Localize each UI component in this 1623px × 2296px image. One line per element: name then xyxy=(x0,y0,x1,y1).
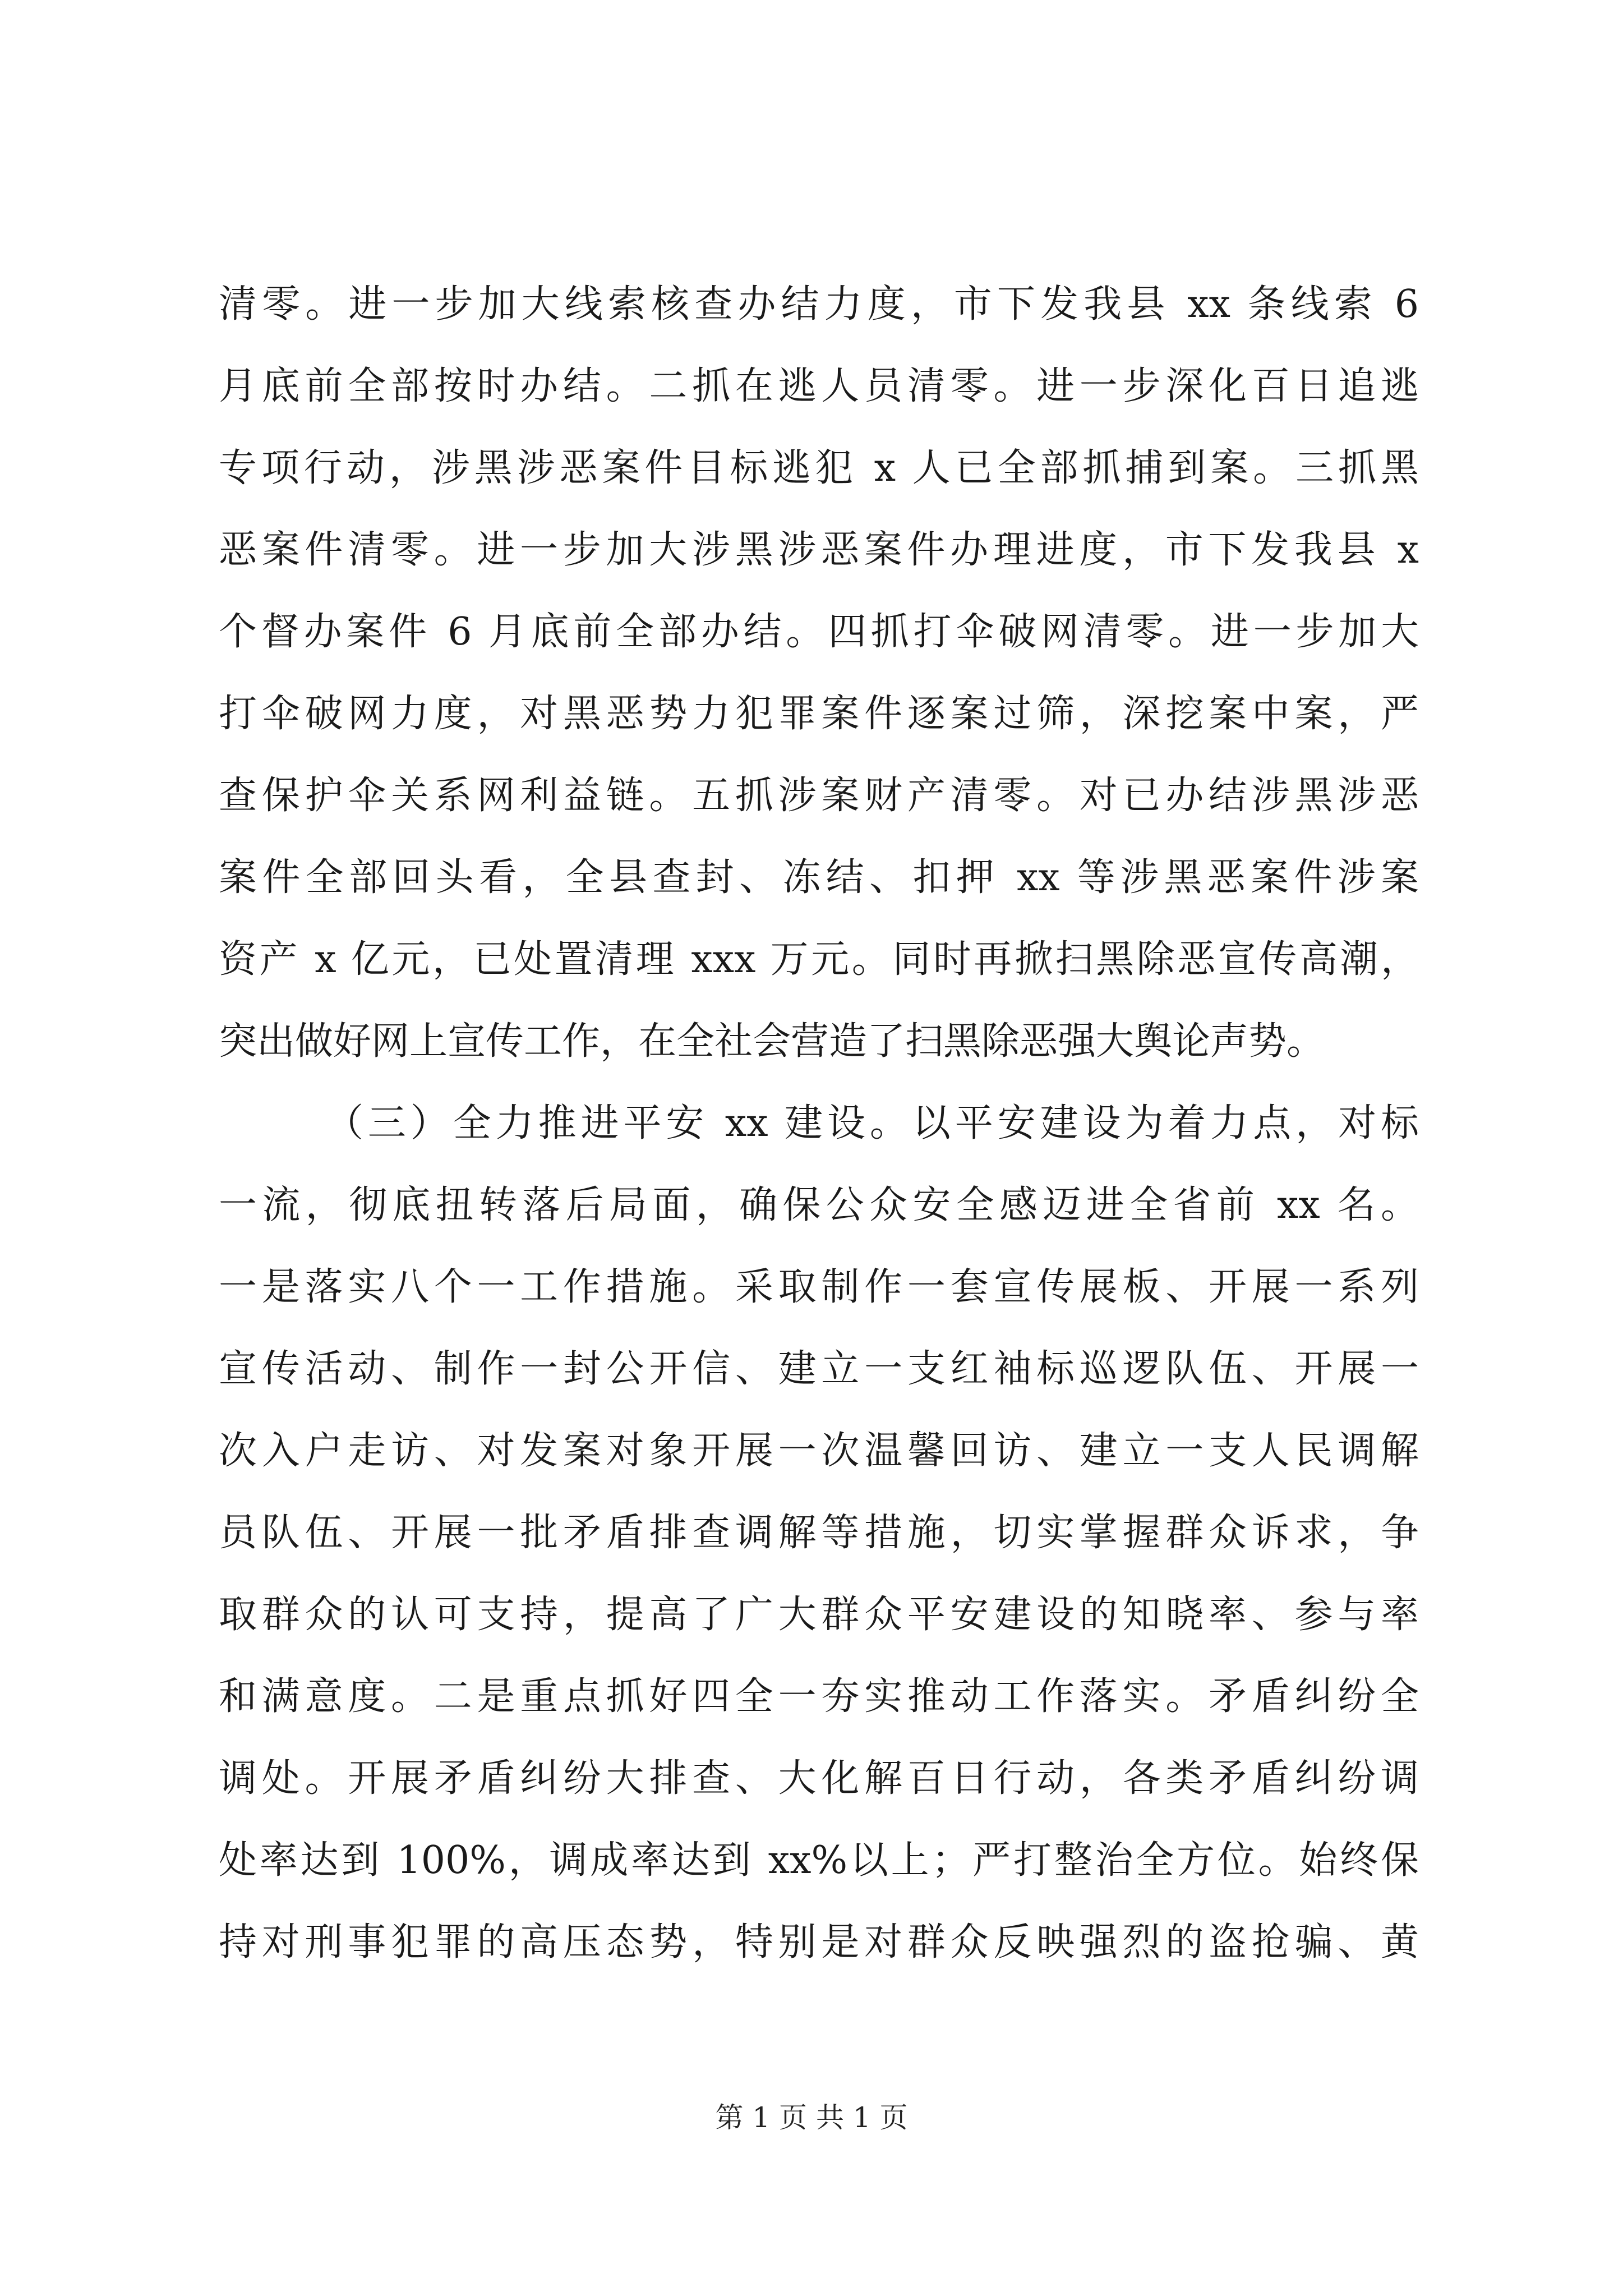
text-line: 个督办案件 6 月底前全部办结。四抓打伞破网清零。进一步加大 xyxy=(219,610,1419,654)
text-line: 宣传活动、制作一封公开信、建立一支红袖标巡逻队伍、开展一 xyxy=(219,1347,1419,1391)
section-heading-line: （三）全力推进平安 xx 建设。以平安建设为着力点，对标 xyxy=(325,1101,1419,1145)
text-line: 调处。开展矛盾纠纷大排查、大化解百日行动，各类矛盾纠纷调 xyxy=(219,1756,1419,1801)
text-line: 资产 x 亿元，已处置清理 xxx 万元。同时再掀扫黑除恶宣传高潮， xyxy=(219,937,1419,982)
text-line: 取群众的认可支持，提高了广大群众平安建设的知晓率、参与率 xyxy=(219,1593,1419,1637)
text-line: 打伞破网力度，对黑恶势力犯罪案件逐案过筛，深挖案中案，严 xyxy=(219,692,1419,736)
text-line: 清零。进一步加大线索核查办结力度，市下发我县 xx 条线索 6 xyxy=(219,282,1419,326)
document-body xyxy=(219,264,1419,1984)
page-number-footer: 第 1 页 共 1 页 xyxy=(715,2101,908,2134)
text-line: 专项行动，涉黑涉恶案件目标逃犯 x 人已全部抓捕到案。三抓黑 xyxy=(219,446,1419,490)
text-line: 处率达到 100%，调成率达到 xx%以上；严打整治全方位。始终保 xyxy=(219,1838,1419,1883)
text-line: 一是落实八个一工作措施。采取制作一套宣传展板、开展一系列 xyxy=(219,1265,1419,1309)
text-line: 和满意度。二是重点抓好四全一夯实推动工作落实。矛盾纠纷全 xyxy=(219,1674,1419,1719)
text-line: 月底前全部按时办结。二抓在逃人员清零。进一步深化百日追逃 xyxy=(219,364,1419,408)
text-line: 持对刑事犯罪的高压态势，特别是对群众反映强烈的盗抢骗、黄 xyxy=(219,1920,1419,1964)
text-line: 次入户走访、对发案对象开展一次温馨回访、建立一支人民调解 xyxy=(219,1429,1419,1473)
text-line: 案件全部回头看，全县查封、冻结、扣押 xx 等涉黑恶案件涉案 xyxy=(219,855,1419,900)
text-line: 突出做好网上宣传工作，在全社会营造了扫黑除恶强大舆论声势。 xyxy=(219,1019,1325,1064)
text-line: 查保护伞关系网利益链。五抓涉案财产清零。对已办结涉黑涉恶 xyxy=(219,774,1419,818)
text-line: 恶案件清零。进一步加大涉黑涉恶案件办理进度，市下发我县 x xyxy=(219,528,1419,572)
text-line: 员队伍、开展一批矛盾排查调解等措施，切实掌握群众诉求，争 xyxy=(219,1511,1419,1555)
text-line: 一流，彻底扭转落后局面，确保公众安全感迈进全省前 xx 名。 xyxy=(219,1183,1419,1227)
